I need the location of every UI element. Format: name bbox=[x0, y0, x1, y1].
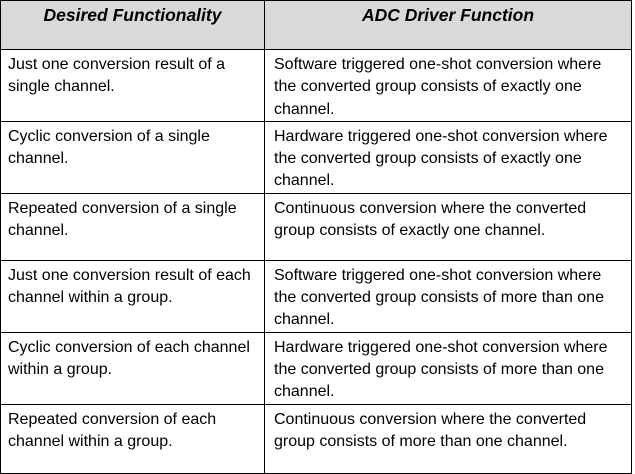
desired-functionality-cell: Just one conversion result of each channel within a group. bbox=[1, 260, 265, 332]
adc-driver-function-cell: Continuous conversion where the converted group consists of exactly one channel. bbox=[265, 193, 632, 260]
desired-functionality-cell: Repeated conversion of a single channel. bbox=[1, 193, 265, 260]
table-row bbox=[1, 121, 632, 193]
adc-driver-function-cell: Software triggered one-shot conversion where the converted group consists of more than one channel. bbox=[265, 260, 632, 332]
table-row bbox=[1, 260, 632, 332]
header-desired-functionality: Desired Functionality bbox=[1, 1, 265, 50]
adc-driver-function-cell: Hardware triggered one-shot conversion where the converted group consists of exactly one channel. bbox=[265, 121, 632, 193]
adc-driver-function-cell: Hardware triggered one-shot conversion where the converted group consists of more than one channel. bbox=[265, 332, 632, 404]
table-header-row bbox=[1, 1, 632, 50]
desired-functionality-cell: Repeated conversion of each channel within a group. bbox=[1, 404, 265, 473]
desired-functionality-cell: Cyclic conversion of a single channel. bbox=[1, 121, 265, 193]
desired-functionality-cell: Cyclic conversion of each channel within a group. bbox=[1, 332, 265, 404]
table-row bbox=[1, 193, 632, 260]
adc-driver-function-cell: Continuous conversion where the converted group consists of more than one channel. bbox=[265, 404, 632, 473]
header-adc-driver-function: ADC Driver Function bbox=[265, 1, 632, 50]
table-row bbox=[1, 50, 632, 122]
table-row bbox=[1, 332, 632, 404]
table-row bbox=[1, 404, 632, 473]
adc-driver-function-cell: Software triggered one-shot conversion where the converted group consists of exactly one channel. bbox=[265, 50, 632, 122]
desired-functionality-cell: Just one conversion result of a single channel. bbox=[1, 50, 265, 122]
